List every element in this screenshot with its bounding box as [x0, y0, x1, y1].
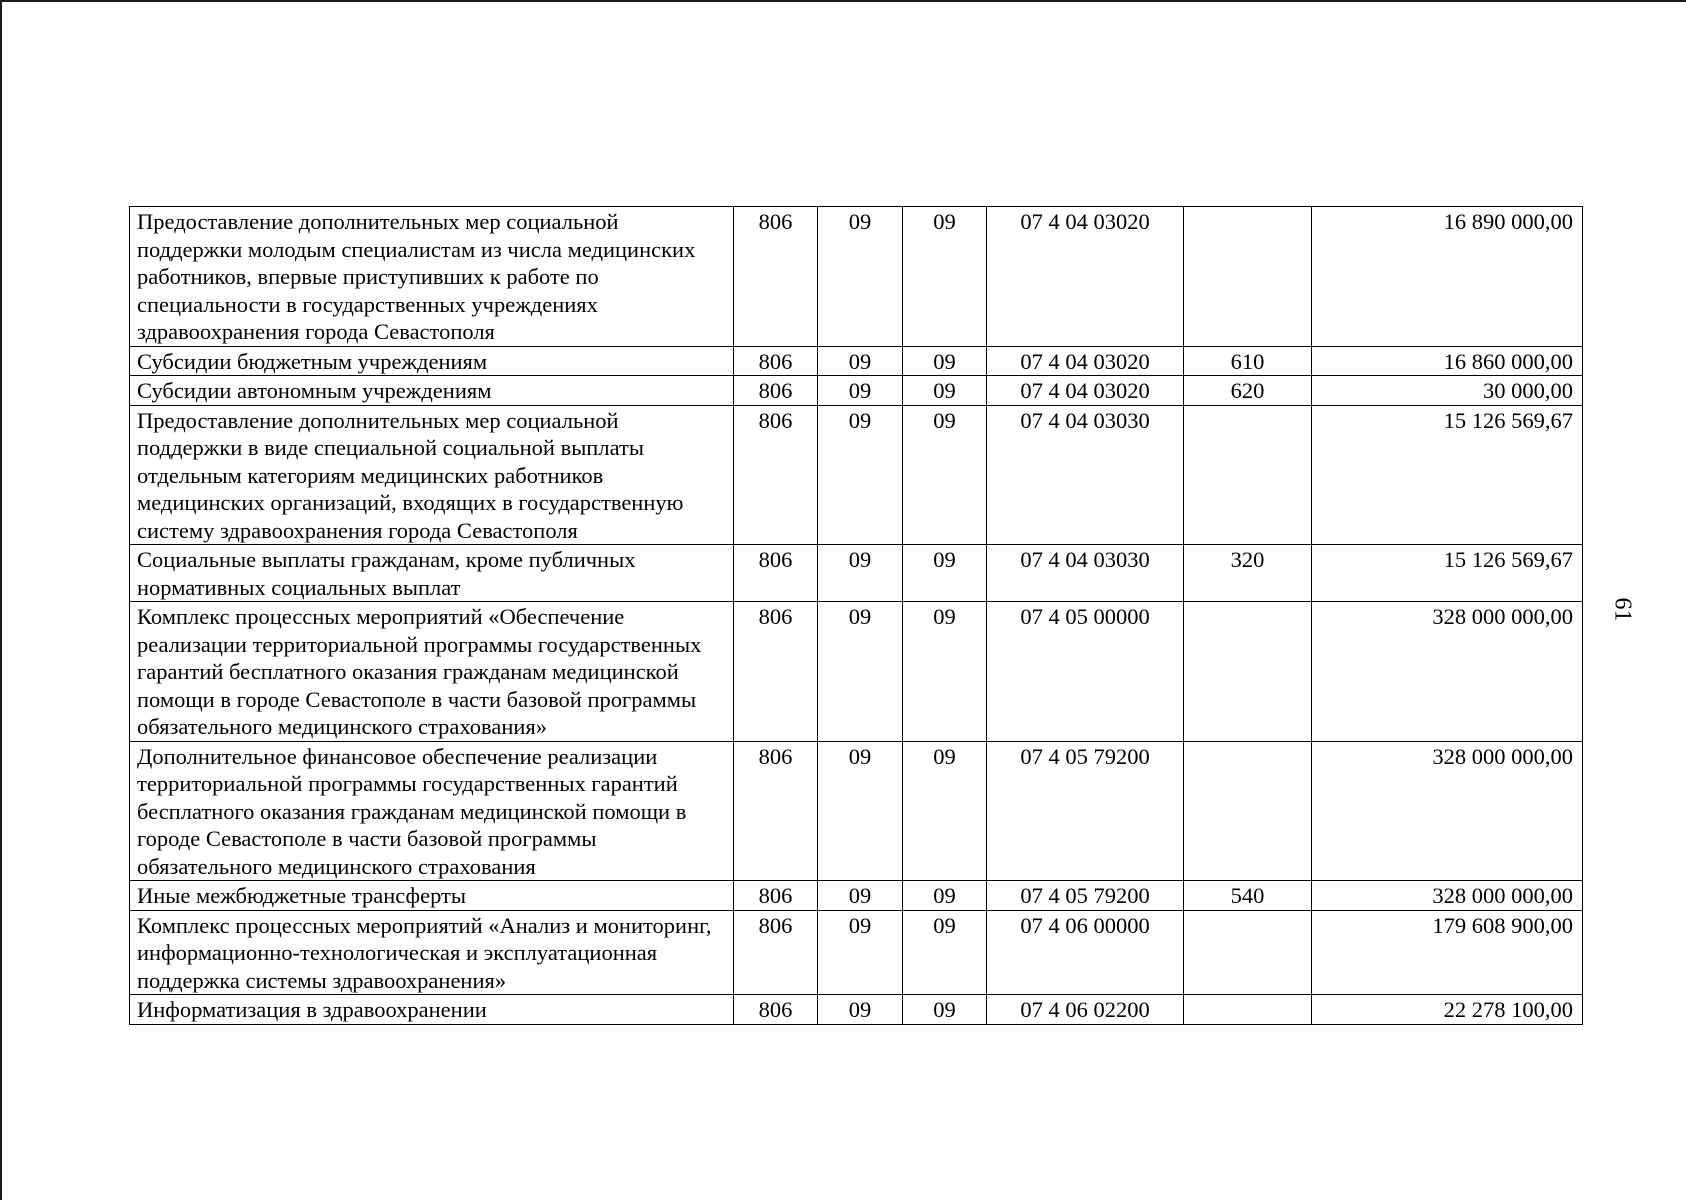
page-number: 61 — [1609, 597, 1636, 622]
table-row — [130, 602, 1583, 742]
budget-allocation-table — [129, 206, 1583, 1025]
table-row — [130, 346, 1583, 376]
table-row — [130, 741, 1583, 881]
target-article-code: 07 4 04 03030 — [987, 405, 1184, 545]
row-name: Иные межбюджетные трансферты — [130, 881, 734, 911]
subsection-code: 09 — [903, 207, 987, 347]
expense-type-code — [1184, 405, 1312, 545]
row-name: Субсидии автономным учреждениям — [130, 376, 734, 406]
target-article-code: 07 4 05 00000 — [987, 602, 1184, 742]
expense-type-code — [1184, 207, 1312, 347]
expense-type-code — [1184, 910, 1312, 995]
amount: 328 000 000,00 — [1312, 741, 1583, 881]
amount: 15 126 569,67 — [1312, 545, 1583, 602]
expense-type-code — [1184, 741, 1312, 881]
table-row — [130, 207, 1583, 347]
target-article-code: 07 4 06 02200 — [987, 995, 1184, 1025]
table-row — [130, 995, 1583, 1025]
scan-border-top — [0, 0, 1686, 2]
target-article-code: 07 4 05 79200 — [987, 881, 1184, 911]
section-code: 09 — [818, 741, 903, 881]
table-row — [130, 881, 1583, 911]
expense-type-code: 620 — [1184, 376, 1312, 406]
section-code: 09 — [818, 545, 903, 602]
row-name: Комплекс процессных мероприятий «Обеспечение реализации территориальной программы государственных гарантий бесплатного оказания гражданам медицинской помощи в городе Севастополе в части базовой программы обязательного медицинского страхования» — [130, 602, 734, 742]
table-row — [130, 376, 1583, 406]
row-name: Субсидии бюджетным учреждениям — [130, 346, 734, 376]
row-name: Социальные выплаты гражданам, кроме публичных нормативных социальных выплат — [130, 545, 734, 602]
expense-type-code — [1184, 995, 1312, 1025]
subsection-code: 09 — [903, 405, 987, 545]
amount: 30 000,00 — [1312, 376, 1583, 406]
target-article-code: 07 4 06 00000 — [987, 910, 1184, 995]
section-code: 09 — [818, 602, 903, 742]
subsection-code: 09 — [903, 545, 987, 602]
table-row — [130, 545, 1583, 602]
target-article-code: 07 4 04 03020 — [987, 207, 1184, 347]
scan-border-left — [0, 0, 2, 1200]
row-name: Комплекс процессных мероприятий «Анализ и мониторинг, информационно-технологическая и эксплуатационная поддержка системы здравоохранения» — [130, 910, 734, 995]
amount: 16 860 000,00 — [1312, 346, 1583, 376]
table-row — [130, 405, 1583, 545]
section-code: 09 — [818, 346, 903, 376]
section-code: 09 — [818, 910, 903, 995]
table-row — [130, 910, 1583, 995]
row-name: Предоставление дополнительных мер социальной поддержки в виде специальной социальной выплаты отдельным категориям медицинских работников медицинских организаций, входящих в государственную систему здравоохранения города Севастополя — [130, 405, 734, 545]
amount: 16 890 000,00 — [1312, 207, 1583, 347]
amount: 15 126 569,67 — [1312, 405, 1583, 545]
amount: 328 000 000,00 — [1312, 881, 1583, 911]
target-article-code: 07 4 04 03020 — [987, 376, 1184, 406]
section-code: 09 — [818, 207, 903, 347]
row-name: Дополнительное финансовое обеспечение реализации территориальной программы государственных гарантий бесплатного оказания гражданам медицинской помощи в городе Севастополе в части базовой программы обязательного медицинского страхования — [130, 741, 734, 881]
grbs-code: 806 — [734, 405, 818, 545]
target-article-code: 07 4 05 79200 — [987, 741, 1184, 881]
expense-type-code: 320 — [1184, 545, 1312, 602]
subsection-code: 09 — [903, 346, 987, 376]
row-name: Информатизация в здравоохранении — [130, 995, 734, 1025]
grbs-code: 806 — [734, 741, 818, 881]
expense-type-code: 610 — [1184, 346, 1312, 376]
grbs-code: 806 — [734, 346, 818, 376]
grbs-code: 806 — [734, 207, 818, 347]
grbs-code: 806 — [734, 881, 818, 911]
section-code: 09 — [818, 881, 903, 911]
subsection-code: 09 — [903, 995, 987, 1025]
subsection-code: 09 — [903, 376, 987, 406]
amount: 328 000 000,00 — [1312, 602, 1583, 742]
section-code: 09 — [818, 405, 903, 545]
grbs-code: 806 — [734, 376, 818, 406]
expense-type-code: 540 — [1184, 881, 1312, 911]
subsection-code: 09 — [903, 741, 987, 881]
subsection-code: 09 — [903, 881, 987, 911]
grbs-code: 806 — [734, 910, 818, 995]
amount: 22 278 100,00 — [1312, 995, 1583, 1025]
target-article-code: 07 4 04 03030 — [987, 545, 1184, 602]
expense-type-code — [1184, 602, 1312, 742]
section-code: 09 — [818, 995, 903, 1025]
grbs-code: 806 — [734, 995, 818, 1025]
subsection-code: 09 — [903, 910, 987, 995]
grbs-code: 806 — [734, 602, 818, 742]
section-code: 09 — [818, 376, 903, 406]
target-article-code: 07 4 04 03020 — [987, 346, 1184, 376]
subsection-code: 09 — [903, 602, 987, 742]
amount: 179 608 900,00 — [1312, 910, 1583, 995]
row-name: Предоставление дополнительных мер социальной поддержки молодым специалистам из числа медицинских работников, впервые приступивших к работе по специальности в государственных учреждениях здравоохранения города Севастополя — [130, 207, 734, 347]
grbs-code: 806 — [734, 545, 818, 602]
